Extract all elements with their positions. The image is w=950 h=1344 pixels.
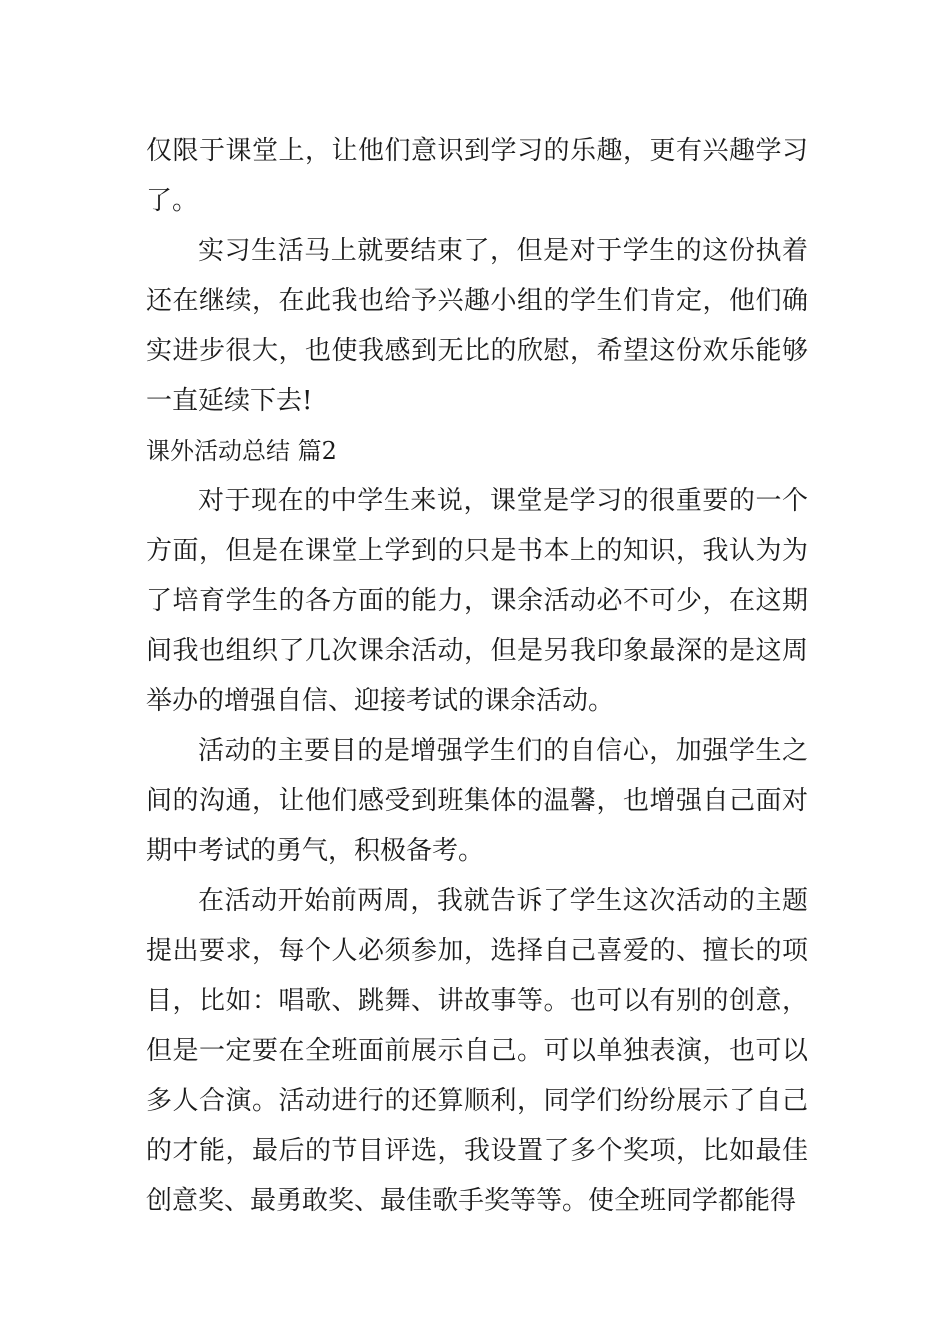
paragraph-purpose: 活动的主要目的是增强学生们的自信心，加强学生之间的沟通，让他们感受到班集体的温馨，也增强自己面对期中考试的勇气，积极备考。 [146,736,808,866]
paragraph-continued: 仅限于课堂上，让他们意识到学习的乐趣，更有兴趣学习了。 [146,136,808,216]
paragraph-internship-ending: 实习生活马上就要结束了，但是对于学生的这份执着还在继续，在此我也给予兴趣小组的学生们肯定，他们确实进步很大，也使我感到无比的欣慰，希望这份欢乐能够一直延续下去! [146,236,808,416]
section-heading: 课外活动总结 篇2 [146,437,337,465]
document-body [146,126,808,1226]
paragraph-intro: 对于现在的中学生来说，课堂是学习的很重要的一个方面，但是在课堂上学到的只是书本上的知识，我认为为了培育学生的各方面的能力，课余活动必不可少，在这期间我也组织了几次课余活动，但是另我印象最深的是这周举办的增强自信、迎接考试的课余活动。 [146,486,808,716]
paragraph-process: 在活动开始前两周，我就告诉了学生这次活动的主题提出要求，每个人必须参加，选择自己喜爱的、擅长的项目，比如：唱歌、跳舞、讲故事等。也可以有别的创意，但是一定要在全班面前展示自己。可以单独表演，也可以多人合演。活动进行的还算顺利，同学们纷纷展示了自己的才能，最后的节目评选，我设置了多个奖项，比如最佳创意奖、最勇敢奖、最佳歌手奖等等。使全班同学都能得 [146,886,808,1216]
